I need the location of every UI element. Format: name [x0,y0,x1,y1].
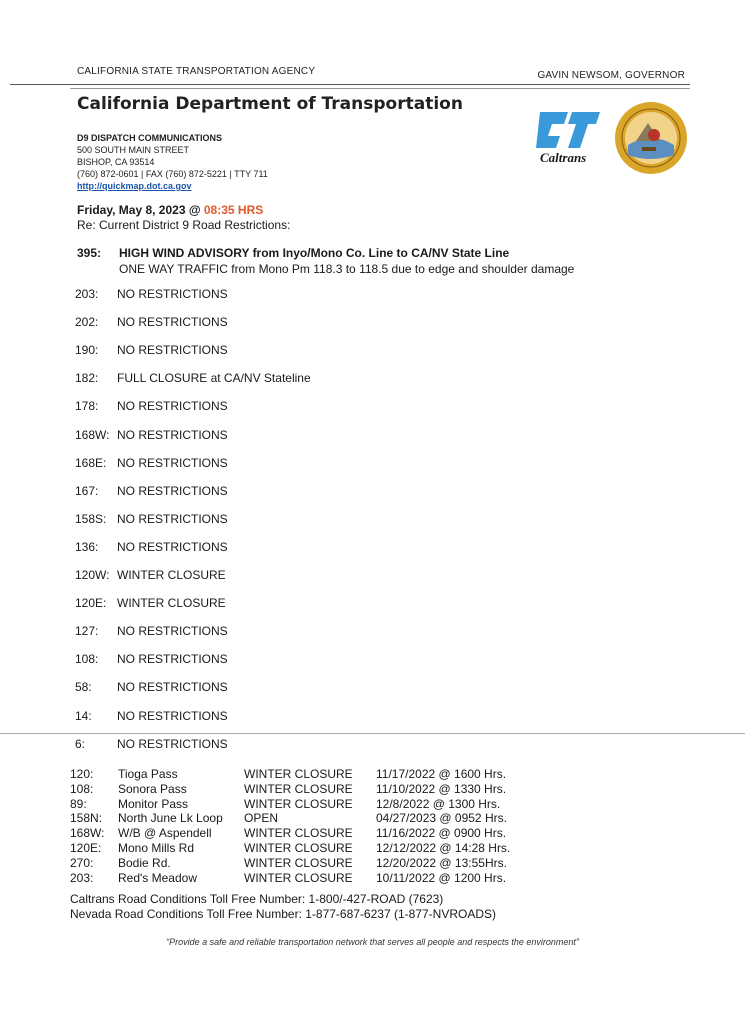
route-row [75,737,475,753]
route-row [75,624,475,640]
route-status: NO RESTRICTIONS [117,455,228,470]
governor-name: GAVIN NEWSOM, GOVERNOR [537,70,685,81]
pass-name: Sonora Pass [118,781,187,796]
route-row [75,371,475,387]
route-number: 120E: [75,596,107,611]
mountain-pass-table [70,767,530,885]
route-number: 178: [75,399,99,414]
pass-route-number: 120E: [70,840,102,855]
pass-name: Mono Mills Rd [118,840,195,855]
primary-route-number: 395: [77,246,102,260]
route-status: NO RESTRICTIONS [117,680,228,695]
route-status: NO RESTRICTIONS [117,315,228,330]
pass-status: OPEN [244,811,279,826]
pass-date: 12/8/2022 @ 1300 Hrs. [376,796,501,811]
pass-row [70,826,530,841]
office-phones: (760) 872-0601 | FAX (760) 872-5221 | TTY 711 [77,169,268,179]
report-date: Friday, May 8, 2023 @ [77,203,204,217]
route-row [75,680,475,696]
route-number: 203: [75,287,99,301]
pass-status: WINTER CLOSURE [244,781,353,796]
pass-row [70,871,530,886]
route-status: NO RESTRICTIONS [117,483,228,498]
route-number: 136: [75,539,99,554]
route-number: 182: [75,371,99,386]
department-title: California Department of Transportation [77,94,463,114]
route-status: NO RESTRICTIONS [117,511,228,526]
state-seal-icon [614,101,688,175]
pass-row [70,856,530,871]
pass-route-number: 158N: [70,811,103,826]
route-number: 6: [75,736,86,751]
route-status: NO RESTRICTIONS [117,624,228,639]
pass-status: WINTER CLOSURE [244,826,353,841]
route-number: 168W: [75,427,110,442]
route-status: NO RESTRICTIONS [117,427,228,442]
route-number: 108: [75,652,99,667]
header-rule-secondary [70,88,690,89]
route-number: 168E: [75,455,107,470]
agency-name: CALIFORNIA STATE TRANSPORTATION AGENCY [77,66,316,77]
office-block [77,132,268,192]
mission-motto: “Provide a safe and reliable transportation network that serves all people and respects the environment” [166,937,579,947]
route-status: NO RESTRICTIONS [117,539,228,554]
route-number: 167: [75,483,99,498]
caltrans-phone-line: Caltrans Road Conditions Toll Free Number: 1-800/-427-ROAD (7623) [70,892,444,906]
nevada-phone-line: Nevada Road Conditions Toll Free Number: 1-877-687-6237 (1-877-NVROADS) [70,907,496,921]
route-row [75,456,475,472]
scan-line [0,733,745,734]
pass-status: WINTER CLOSURE [244,855,353,870]
pass-route-number: 203: [70,870,94,885]
route-row [75,540,475,556]
pass-status: WINTER CLOSURE [244,870,353,885]
route-row [75,343,475,359]
pass-row [70,782,530,797]
route-row [75,428,475,444]
pass-name: W/B @ Aspendell [118,826,212,841]
report-time: 08:35 HRS [203,203,264,217]
route-number: 202: [75,315,99,330]
pass-date: 11/10/2022 @ 1330 Hrs. [376,781,507,796]
route-row [75,512,475,528]
caltrans-logo [534,104,604,166]
pass-name: Red's Meadow [118,870,197,885]
pass-row [70,841,530,856]
pass-row [70,811,530,826]
pass-name: Bodie Rd. [118,855,171,870]
route-status: NO RESTRICTIONS [117,343,228,358]
pass-route-number: 168W: [70,826,105,841]
pass-status: WINTER CLOSURE [244,767,353,781]
caltrans-wordmark: Caltrans [540,150,587,165]
pass-row [70,767,530,782]
route-status: NO RESTRICTIONS [117,708,228,723]
pass-route-number: 120: [70,767,94,781]
route-number: 58: [75,680,92,695]
route-number: 14: [75,708,92,723]
route-number: 120W: [75,568,110,582]
route-number: 190: [75,343,99,358]
route-status: NO RESTRICTIONS [117,652,228,667]
pass-status: WINTER CLOSURE [244,796,353,811]
office-city: BISHOP, CA 93514 [77,157,155,167]
report-subject: Re: Current District 9 Road Restrictions: [77,218,291,232]
route-row [75,315,475,331]
pass-route-number: 108: [70,781,94,796]
pass-row [70,797,530,812]
report-dateline [77,203,263,217]
route-status: WINTER CLOSURE [117,596,226,611]
route-status: NO RESTRICTIONS [117,399,228,414]
pass-date: 12/20/2022 @ 13:55Hrs. [376,855,507,870]
route-status: WINTER CLOSURE [117,568,226,582]
pass-route-number: 270: [70,855,94,870]
route-status: NO RESTRICTIONS [117,736,228,751]
header-rule [10,84,690,85]
pass-name: Tioga Pass [118,767,178,781]
toll-free-numbers [70,892,496,922]
pass-status: WINTER CLOSURE [244,840,353,855]
route-status: NO RESTRICTIONS [117,287,228,301]
route-number: 158S: [75,511,107,526]
pass-name: North June Lk Loop [118,811,223,826]
office-name: D9 DISPATCH COMMUNICATIONS [77,133,222,143]
pass-date: 11/16/2022 @ 0900 Hrs. [376,826,507,841]
primary-route-headline: HIGH WIND ADVISORY from Inyo/Mono Co. Line to CA/NV State Line [119,246,510,260]
route-row [75,709,475,725]
route-row [75,484,475,500]
route-status: FULL CLOSURE at CA/NV Stateline [117,371,311,386]
pass-date: 11/17/2022 @ 1600 Hrs. [376,767,507,781]
route-row [75,568,475,584]
primary-route-detail: ONE WAY TRAFFIC from Mono Pm 118.3 to 118.5 due to edge and shoulder damage [119,262,575,276]
route-row [75,287,475,303]
route-row [75,652,475,668]
quickmap-link[interactable]: http://quickmap.dot.ca.gov [77,181,192,191]
pass-date: 04/27/2023 @ 0952 Hrs. [376,811,507,826]
route-row [75,399,475,415]
route-row [75,596,475,612]
pass-name: Monitor Pass [118,796,189,811]
route-number: 127: [75,624,99,639]
pass-date: 10/11/2022 @ 1200 Hrs. [376,870,507,885]
pass-route-number: 89: [70,796,87,811]
office-street: 500 SOUTH MAIN STREET [77,145,190,155]
pass-date: 12/12/2022 @ 14:28 Hrs. [376,840,511,855]
